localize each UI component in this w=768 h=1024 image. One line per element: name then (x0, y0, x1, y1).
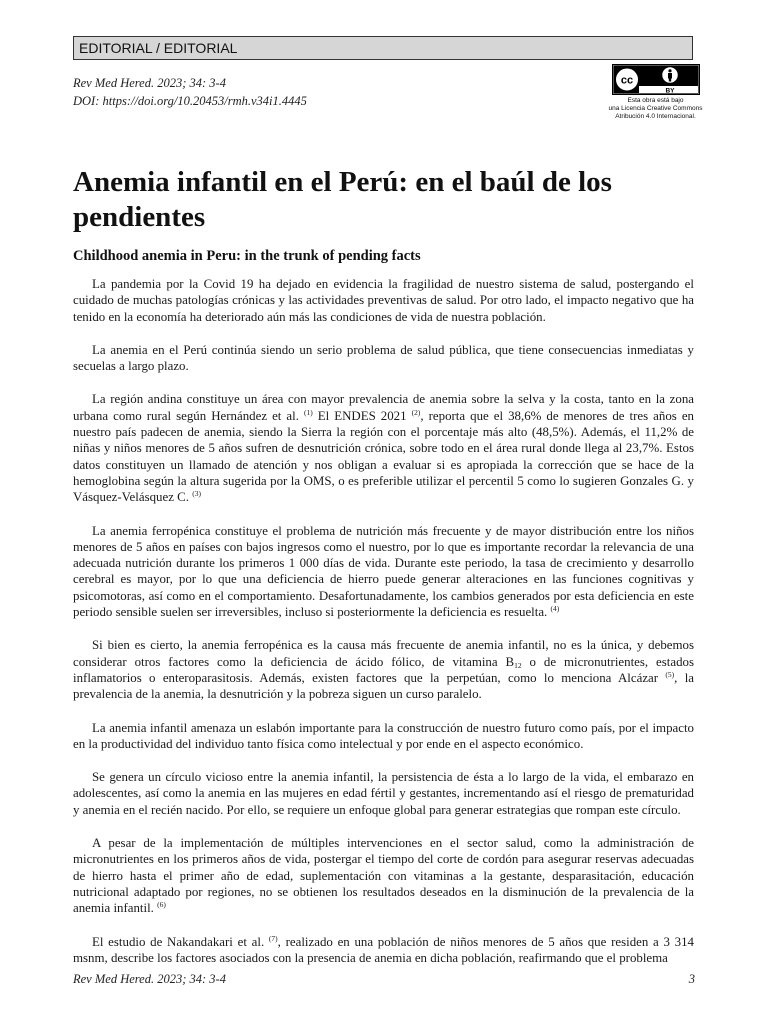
paragraph-1: La pandemia por la Covid 19 ha dejado en evidencia la fragilidad de nuestro sistema de salud, postergando el cuidado de muchas patologías crónicas y las actividades preventivas de salud. Por otro lado, el impacto negativo que ha tenido en la economía ha deteriorado aún más las condiciones de vida de nuestra población. (73, 277, 694, 324)
cc-badge-text: cc (620, 74, 633, 87)
p5-text-b: o de micronutrientes, estados inflamatorios o enteroparasitosis. Además, existen factores que la perpetúan, como lo menciona Alcázar (73, 654, 694, 685)
p3-text-a: La región andina constituye un área con mayor prevalencia de anemia sobre la selva y la costa, tanto en la zona urbana como rural según Hernández et al. (73, 392, 694, 423)
reference-1[interactable]: (1) (303, 407, 313, 417)
page-number: 3 (688, 972, 695, 986)
vitamin-subscript: 12 (514, 660, 522, 670)
paragraph-8 (73, 835, 694, 916)
section-header-bar: EDITORIAL / EDITORIAL (73, 36, 693, 60)
cc-by-license-icon[interactable] (612, 64, 700, 95)
reference-4[interactable]: (4) (550, 604, 560, 614)
reference-7[interactable]: (7) (268, 933, 278, 943)
license-block[interactable] (598, 64, 713, 121)
article-title: Anemia infantil en el Perú: en el baúl de los pendientes (73, 166, 612, 233)
paragraph-3 (73, 391, 694, 505)
reference-5[interactable]: (5) (665, 669, 675, 679)
paragraph-5 (73, 637, 694, 702)
journal-citation: Rev Med Hered. 2023; 34: 3-4 (73, 76, 226, 90)
p5-text-a: Si bien es cierto, la anemia ferropénica es la causa más frecuente de anemia infantil, no es la única, y debemos considerar otros factores como la deficiencia de ácido fólico, de vitamina B (73, 638, 694, 669)
paragraph-6: La anemia infantil amenaza un eslabón importante para la construcción de nuestro futuro como país, por el impacto en la productividad del individuo tanto física como intelectual y por ende en el aspecto económico. (73, 720, 694, 751)
p9-text-b: , realizado en una población de niños menores de 5 años que residen a 3 314 msnm, describe los factores asociados con la presencia de anemia en dicha población, reafirmando que el problema (73, 934, 694, 965)
article-subtitle: Childhood anemia in Peru: in the trunk of pending facts (73, 248, 421, 264)
p9-text-a: El estudio de Nakandakari et al. (92, 934, 269, 949)
p5-text-c: , la prevalencia de la anemia, la desnutrición y la pobreza siguen un curso paralelo. (73, 670, 695, 702)
footer-citation: Rev Med Hered. 2023; 34: 3-4 (73, 972, 226, 986)
license-line-1: Esta obra está bajo (627, 97, 684, 104)
reference-2[interactable]: (2) (411, 407, 421, 417)
p4-text-a: La anemia ferropénica constituye el problema de nutrición más frecuente y de mayor distribución entre los niños menores de 5 años en países con bajos ingresos como el nuestro, por lo que es importante recordar la relevancia de una adecuada nutrición durante los primeros 1 000 días de vida. Durante este periodo, la tasa de crecimiento y desarrollo cerebral es mayor, por lo que una deficiencia de hierro puede generar alteraciones en las funciones cognitivas y psicomotoras, así como en el comportamiento. Desafortunadamente, los cambios generados por esta deficiencia en este periodo sensible suelen ser irreversibles, incluso si posteriormente la deficiencia es resuelta. (73, 523, 694, 620)
article-body (73, 276, 694, 983)
reference-3[interactable]: (3) (192, 489, 201, 499)
reference-6[interactable]: (6) (157, 900, 166, 910)
p3-text-c: , reporta que el 38,6% de menores de tres años en nuestro país padecen de anemia, siendo la Sierra la región con el porcentaje más alto (48,5%). Además, el 11,2% de niñas y niños menores de 5 años sufren de desnutrición crónica, sobre todo en el área rural donde llega al 23,7%. Estos datos constituyen un llamado de atención y nos obligan a evaluar si es apropiada la corrección que se hace de la hemoglobina según la altura sugerida por la OMS, o es preferible utilizar el percentil 5 como lo sugieren Gonzales G. y Vásquez-Velásquez C. (73, 408, 694, 505)
doi-link[interactable]: DOI: https://doi.org/10.20453/rmh.v34i1.4445 (73, 94, 307, 108)
by-badge-text: BY (664, 87, 675, 95)
paragraph-2: La anemia en el Perú continúa siendo un serio problema de salud pública, que tiene consecuencias inmediatas y secuelas a largo plazo. (73, 342, 694, 374)
p3-text-b: El ENDES 2021 (312, 408, 412, 423)
journal-info (73, 74, 307, 110)
license-line-2[interactable]: una Licencia Creative Commons (608, 105, 703, 112)
license-line-3[interactable]: Atribución 4.0 Internacional. (615, 113, 696, 120)
p8-text-a: A pesar de la implementación de múltiples intervenciones en el sector salud, como la administración de micronutrientes en los primeros años de vida, postergar el tiempo del corte de cordón para asegurar reservas adecuadas de hierro hasta el primer año de edad, suplementación con vitaminas a la gestante, desparasitación, educación nutricional adaptado por regiones, no se obtienen los resultados deseados en la disminución de la prevalencia de la anemia infantil. (73, 836, 694, 916)
paragraph-7: Se genera un círculo vicioso entre la anemia infantil, la persistencia de ésta a lo largo de la vida, el embarazo en adolescentes, así como la anemia en las mujeres en edad fértil y gestantes, incrementando así el riesgo de prematuridad y anemia en el recién nacido. Por ello, se requiere un enfoque global para generar estrategias que rompan este círculo. (73, 770, 694, 817)
paragraph-4 (73, 523, 694, 621)
paragraph-9 (73, 934, 694, 967)
